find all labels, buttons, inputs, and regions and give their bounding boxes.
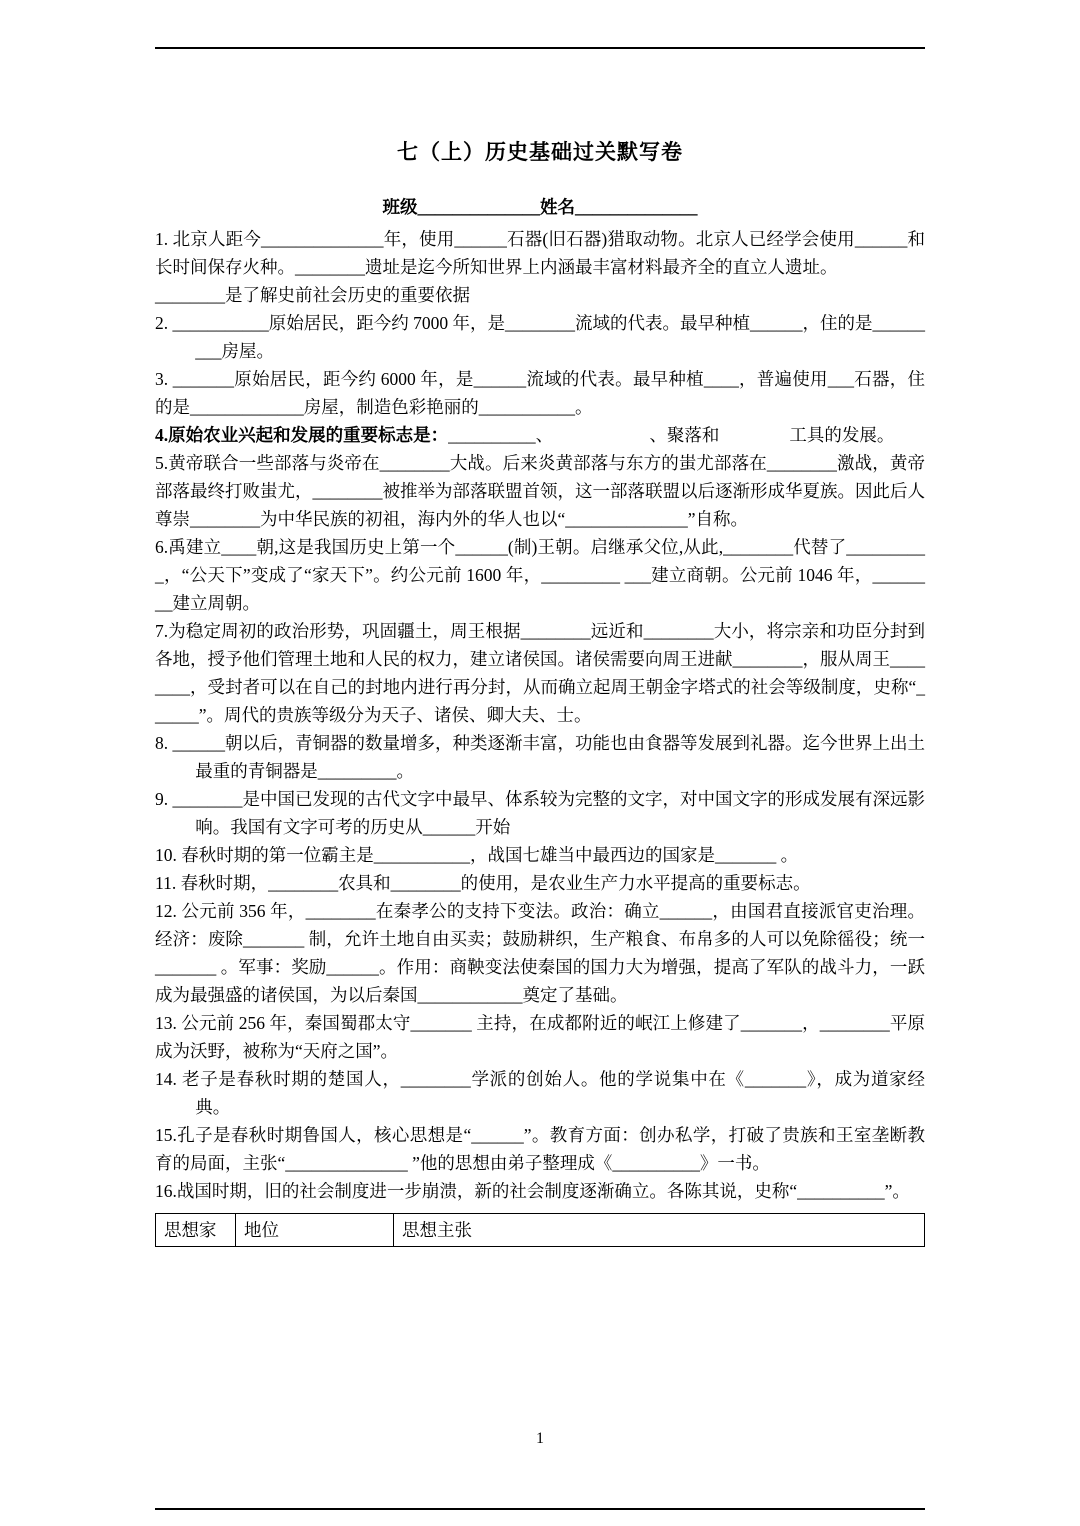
class-label: 班级 (382, 197, 418, 217)
class-blank: ______________ (417, 197, 540, 217)
question-8: 8. ______朝以后，青铜器的数量增多，种类逐渐丰富，功能也由食器等发展到礼器。迄今世界上出土最重的青铜器是_________。 (155, 733, 925, 781)
table-header-ideas: 思想主张 (394, 1214, 925, 1247)
page-number: 1 (536, 1430, 544, 1447)
page-title: 七（上）历史基础过关默写卷 (397, 140, 683, 164)
question-6: 6.禹建立____朝,这是我国历史上第一个______(制)王朝。启继承父位,从此,________代替了__________，“公天下”变成了“家天下”。约公元前 1600 年，_________ ___建立商朝。公元前 1046 年，________建立周朝。 (155, 537, 925, 613)
question-7: 7.为稳定周初的政治形势，巩固疆土，周王根据________远近和________大小，将宗亲和功臣分封到各地，授予他们管理土地和人民的权力，建立诸侯国。诸侯需要向周王进献________，服从周王________，受封者可以在自己的封地内进行再分封，从而确立起周王朝金字塔式的社会等级制度，史称“______”。周代的贵族等级分为天子、诸侯、卿大夫、士。 (155, 621, 925, 725)
question-12: 12. 公元前 356 年，________在秦孝公的支持下变法。政治：确立______，由国君直接派官吏治理。经济：废除_______ 制，允许土地自由买卖；鼓励耕织，生产粮食、布帛多的人可以免除徭役；统一_______ 。军事：奖励______。作用：商鞅变法使秦国的国力大为增强，提高了军队的战斗力，一跃成为最强盛的诸侯国，为以后秦国____________奠定了基础。 (155, 901, 925, 1005)
thinkers-table (155, 1213, 925, 1247)
question-4 (155, 421, 925, 449)
question-4-bold-lead: 4.原始农业兴起和发展的重要标志是： (155, 425, 449, 445)
question-4-rest: __________、 、聚落和 工具的发展。 (448, 425, 895, 445)
question-1: 1. 北京人距今______________年，使用______石器(旧石器)猎取动物。北京人已经学会使用______和长时间保存火种。________遗址是迄今所知世界上内涵最丰富材料最齐全的直立人遗址。 (155, 229, 925, 277)
name-blank: ______________ (575, 197, 698, 217)
question-13: 13. 公元前 256 年，秦国蜀郡太守_______ 主持，在成都附近的岷江上修建了_______，________平原成为沃野，被称为“天府之国”。 (155, 1013, 925, 1061)
question-16: 16.战国时期，旧的社会制度进一步崩溃，新的社会制度逐渐确立。各陈其说，史称“__________”。 (155, 1181, 910, 1201)
question-11: 11. 春秋时期，________农具和________的使用，是农业生产力水平提高的重要标志。 (155, 873, 811, 893)
name-label: 姓名 (540, 197, 575, 217)
table-header-position: 地位 (236, 1214, 394, 1247)
question-14: 14. 老子是春秋时期的楚国人，________学派的创始人。他的学说集中在《_______》，成为道家经典。 (155, 1069, 925, 1117)
question-9: 9. ________是中国已发现的古代文字中最早、体系较为完整的文字，对中国文字的形成发展有深远影响。我国有文字可考的历史从______开始 (155, 789, 925, 837)
table-header-thinker: 思想家 (156, 1214, 236, 1247)
question-15: 15.孔子是春秋时期鲁国人，核心思想是“______”。教育方面：创办私学，打破了贵族和王室垄断教育的局面，主张“______________ ”他的思想由弟子整理成《__________》一书。 (155, 1125, 925, 1173)
document-content (155, 47, 925, 1247)
question-5: 5.黄帝联合一些部落与炎帝在________大战。后来炎黄部落与东方的蚩尤部落在________激战，黄帝部落最终打败蚩尤，________被推举为部落联盟首领，这一部落联盟以后逐渐形成华夏族。因此后人尊崇________为中华民族的初祖，海内外的华人也以“______________”自称。 (155, 453, 925, 529)
class-name-line (155, 193, 925, 221)
question-10: 10. 春秋时期的第一位霸主是___________，战国七雄当中最西边的国家是_______ 。 (155, 845, 799, 865)
table-header-row (156, 1214, 925, 1247)
footer-rule (155, 1508, 925, 1510)
question-3: 3. _______原始居民，距今约 6000 年，是______流域的代表。最早种植____，普遍使用___石器，住的是_____________房屋，制造色彩艳丽的___________。 (155, 369, 925, 417)
question-2: 2. ___________原始居民，距今约 7000 年，是________流域的代表。最早种植______，住的是_________房屋。 (155, 313, 925, 361)
question-1-note: ________是了解史前社会历史的重要依据 (155, 285, 470, 305)
